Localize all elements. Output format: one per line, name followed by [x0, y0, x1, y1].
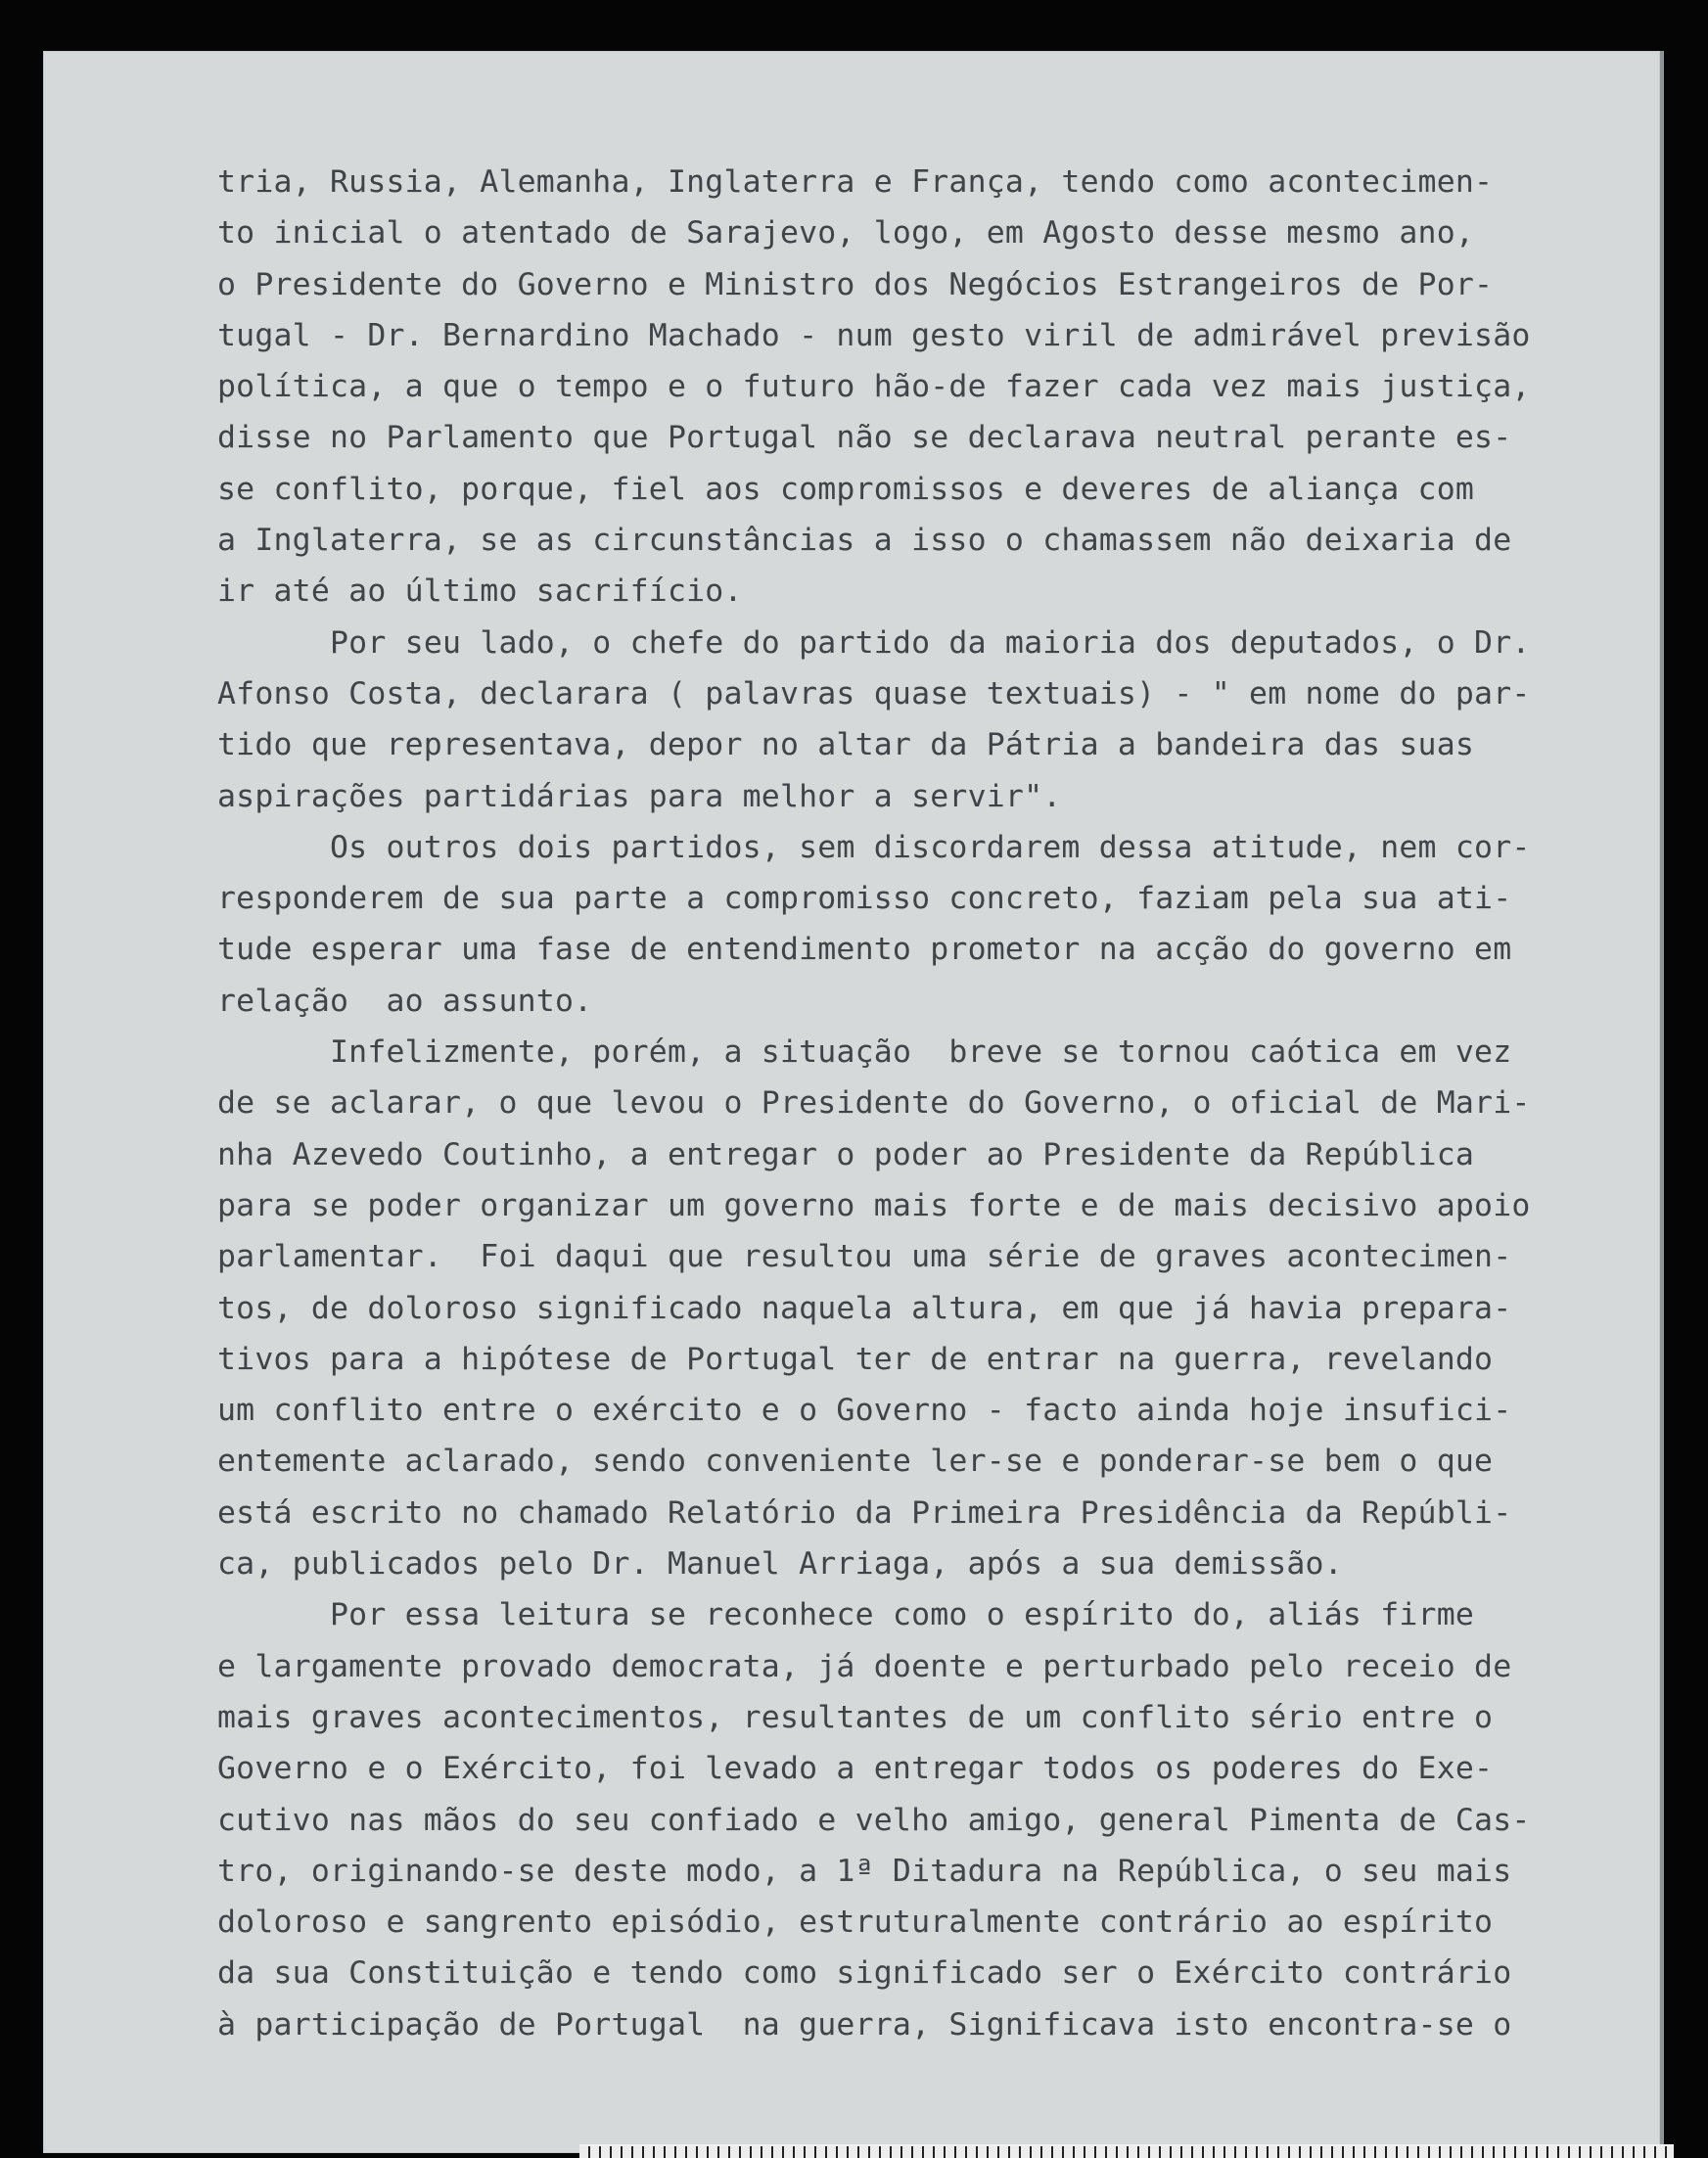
text-line: tro, originando-se deste modo, a 1ª Ditadura na República, o seu mais — [217, 1853, 1512, 1889]
typed-text-body — [217, 157, 1568, 2050]
text-line: de se aclarar, o que levou o Presidente do Governo, o oficial de Mari- — [217, 1085, 1531, 1122]
text-line: doloroso e sangrento episódio, estruturalmente contrário ao espírito — [217, 1905, 1494, 1941]
text-line: e largamente provado democrata, já doente e perturbado pelo receio de — [217, 1648, 1512, 1684]
text-line: tos, de doloroso significado naquela altura, em que já havia prepara- — [217, 1290, 1512, 1326]
text-line: da sua Constituição e tendo como significado ser o Exército contrário — [217, 1955, 1512, 1992]
text-line: to inicial o atentado de Sarajevo, logo, em Agosto desse mesmo ano, — [217, 215, 1475, 252]
text-line: Por seu lado, o chefe do partido da maioria dos deputados, o Dr. — [330, 624, 1531, 661]
text-line: Infelizmente, porém, a situação breve se tornou caótica em vez — [330, 1034, 1512, 1071]
text-line: mais graves acontecimentos, resultantes de um conflito sério entre o — [217, 1699, 1494, 1735]
text-line: tude esperar uma fase de entendimento prometor na acção do governo em — [217, 932, 1512, 968]
text-line: parlamentar. Foi daqui que resultou uma série de graves acontecimen- — [217, 1239, 1512, 1275]
paper-edge — [1660, 51, 1664, 2153]
text-line: se conflito, porque, fiel aos compromissos e deveres de aliança com — [217, 471, 1475, 507]
text-line: cutivo nas mãos do seu confiado e velho amigo, general Pimenta de Cas- — [217, 1802, 1531, 1838]
text-line: nha Azevedo Coutinho, a entregar o poder ao Presidente da República — [217, 1136, 1475, 1172]
text-line: Por essa leitura se reconhece como o espírito do, aliás firme — [330, 1597, 1475, 1633]
text-line: ca, publicados pelo Dr. Manuel Arriaga, após a sua demissão. — [217, 1546, 1343, 1583]
text-line: está escrito no chamado Relatório da Primeira Presidência da Repúbli- — [217, 1494, 1512, 1531]
paragraph — [217, 1027, 1568, 1589]
text-line: política, a que o tempo e o futuro hão-de fazer cada vez mais justiça, — [217, 369, 1531, 405]
scale-ruler — [579, 2144, 1674, 2158]
text-line: responderem de sua parte a compromisso concreto, faziam pela sua ati- — [217, 881, 1512, 917]
text-line: Os outros dois partidos, sem discordarem dessa atitude, nem cor- — [330, 829, 1531, 865]
text-line: a Inglaterra, se as circunstâncias a isso o chamassem não deixaria de — [217, 523, 1512, 559]
text-line: tido que representava, depor no altar da Pátria a bandeira das suas — [217, 727, 1475, 763]
text-line: tugal - Dr. Bernardino Machado - num gesto viril de admirável previsão — [217, 317, 1531, 353]
text-line: entemente aclarado, sendo conveniente ler-se e ponderar-se bem o que — [217, 1444, 1494, 1480]
text-line: à participação de Portugal na guerra, Significava isto encontra-se o — [217, 2006, 1512, 2043]
paragraph — [217, 822, 1568, 1027]
text-line: tria, Russia, Alemanha, Inglaterra e França, tendo como acontecimen- — [217, 164, 1494, 200]
paragraph — [217, 618, 1568, 822]
text-line: disse no Parlamento que Portugal não se declarava neutral perante es- — [217, 420, 1512, 456]
paragraph — [217, 157, 1568, 618]
text-line: Governo e o Exército, foi levado a entregar todos os poderes do Exe- — [217, 1751, 1494, 1787]
text-line: ir até ao último sacrifício. — [217, 574, 743, 610]
paragraph — [217, 1589, 1568, 2050]
text-line: Afonso Costa, declarara ( palavras quase textuais) - " em nome do par- — [217, 675, 1531, 712]
text-line: aspirações partidárias para melhor a servir". — [217, 778, 1062, 814]
text-line: o Presidente do Governo e Ministro dos Negócios Estrangeiros de Por- — [217, 266, 1494, 302]
text-line: para se poder organizar um governo mais forte e de mais decisivo apoio — [217, 1187, 1531, 1223]
text-line: um conflito entre o exército e o Governo - facto ainda hoje insufici- — [217, 1393, 1512, 1429]
text-line: tivos para a hipótese de Portugal ter de entrar na guerra, revelando — [217, 1341, 1494, 1377]
text-line: relação ao assunto. — [217, 983, 593, 1019]
